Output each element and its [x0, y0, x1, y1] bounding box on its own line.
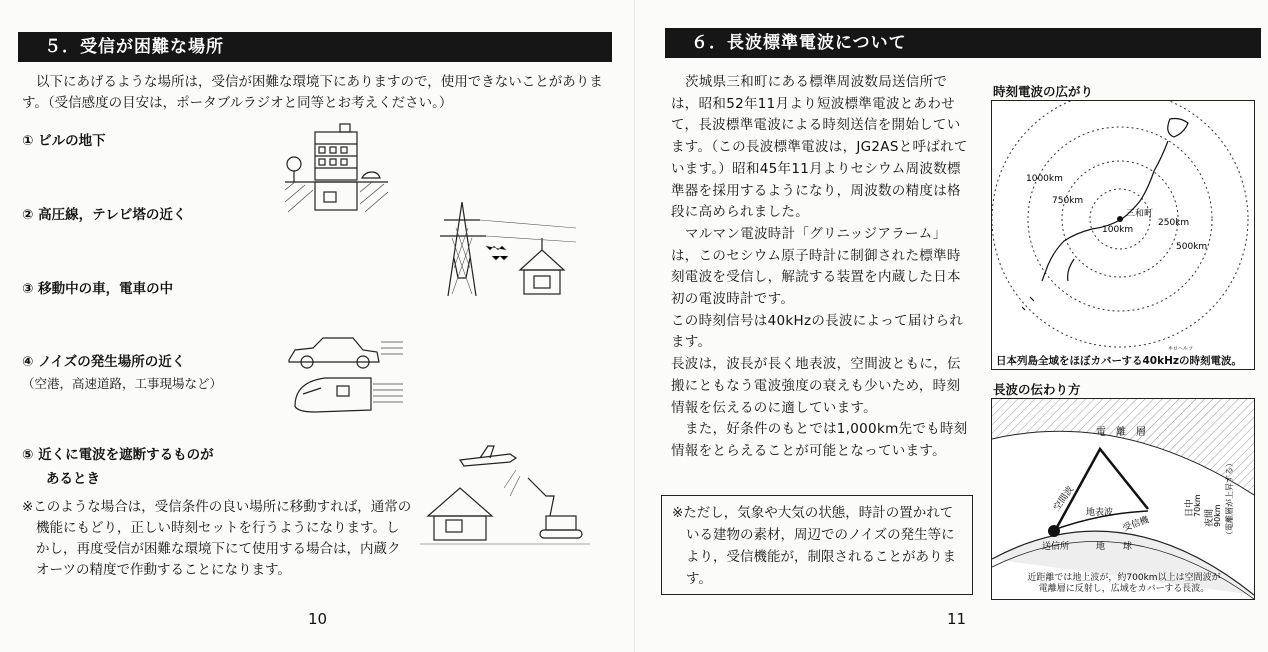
body-paragraph: この時刻信号は40kHzの長波によって届けられます。: [671, 312, 964, 351]
longwave-body: [671, 72, 971, 463]
body-paragraph: 茨城県三和町にある標準周波数局送信所では，昭和52年11月より短波標準電波とあわせて，長波標準電波による時刻送信を開始しています。（この長波標準電波は，JG2ASと呼ばれています。）昭和45年11月よりセシウム周波数標準器を採用するようになり，周波数の精度は格段に高められました。: [671, 74, 968, 221]
section-heading-6: [665, 28, 1261, 58]
reception-note: ※このような場合は，受信条件の良い場所に移動すれば，通常の機能にもどり，正しい時刻セットを行うようになります。しかし，再度受信が困難な環境下にて使用する場合は，内蔵クオーツの精度で作動することになります。: [22, 499, 412, 578]
airplane-construction-illustration: [420, 440, 590, 550]
label-ionosphere: 電 離 層: [1096, 427, 1146, 438]
page-number-right: 11: [947, 610, 967, 628]
label-ionosphere-rises: （電離層が上昇する）: [1225, 459, 1234, 539]
car-train-illustration: [285, 328, 405, 428]
right-page: [634, 0, 1268, 652]
coverage-rings-svg: [992, 101, 1254, 369]
label-earth: 地 球: [1096, 542, 1133, 552]
label-day-height: 70km: [1193, 494, 1202, 517]
ring-label-750km: 750km: [1052, 196, 1084, 206]
body-paragraph: 長波は，波長が長く地表波，空間波ともに，伝搬にともなう電波強度の衰えも少いため，時刻情報を伝えるのに適しています。: [671, 356, 961, 416]
tv-tower-illustration: [430, 198, 580, 310]
ring-label-250km: 250km: [1158, 218, 1190, 228]
fig1-title: 時刻電波の広がり: [993, 84, 1094, 99]
body-paragraph: マルマン電波時計「グリニッジアラーム」は，このセシウム原子時計に制御された標準時刻電波を受信し，解読する装置を内蔵した日本初の電波時計です。: [671, 225, 961, 308]
reception-limit-note: ※ただし，気象や大気の状態，時計の置かれている建物の素材，周辺でのノイズの発生等により，受信機能が，制限されることがあります。: [661, 495, 973, 595]
propagation-diagram: [991, 398, 1255, 600]
item-noise-examples: （空港，高速道路，工事現場など）: [22, 376, 223, 391]
section-heading-text: ６．長波標準電波について: [691, 33, 907, 53]
item-moving-vehicle: ③ 移動中の車，電車の中: [22, 281, 174, 297]
item-obstruction: ⑤ 近くに電波を遮断するものが あるとき: [22, 447, 214, 487]
item-basement: ① ビルの地下: [22, 133, 106, 149]
fig1-caption: 日本列島全域をほぼカバーする40kHzの時刻電波。: [996, 355, 1242, 367]
label-sky-wave: 空間波: [1052, 484, 1076, 513]
label-ground-wave: 地表波: [1086, 508, 1114, 518]
label-daytime: 日中: [1185, 498, 1195, 517]
section-heading-5: [18, 32, 612, 62]
ring-label-100km: 100km: [1102, 225, 1134, 235]
fig2-caption: 近距離では地上波が，約700km以上は空間波が 電離層に反射し，広域をカバーする長波。: [1027, 573, 1221, 594]
item-noise-source: ④ ノイズの発生場所の近く （空港，高速道路，工事現場など）: [22, 354, 223, 391]
ring-label-500km: 500km: [1176, 242, 1208, 252]
section-heading-text: ５．受信が困難な場所: [44, 37, 224, 57]
intro-paragraph: 以下にあげるような場所は，受信が困難な環境下にありますので，使用できないことがあります。（受信感度の目安は，ポータブルラジオと同等とお考えください。）: [22, 74, 603, 111]
item-power-lines: ② 高圧線，テレビ塔の近く: [22, 207, 187, 223]
label-receiver: 受信機: [1121, 515, 1151, 534]
fig2-title: 長波の伝わり方: [993, 382, 1081, 397]
propagation-svg: [992, 399, 1254, 599]
radio-coverage-map: [991, 100, 1255, 370]
label-night-height: 90km: [1213, 504, 1222, 527]
body-paragraph: また，好条件のもとでは1,000km先でも時刻情報をとらえることが可能となっています。: [671, 421, 968, 459]
ruby-kilohertz: キロヘルツ: [1168, 346, 1194, 352]
ring-label-1000km: 1000km: [1026, 174, 1063, 184]
label-transmitter: 送信所: [1042, 542, 1070, 552]
label-nighttime: 夜間: [1205, 508, 1215, 527]
place-label-sanwa: 三和町: [1126, 209, 1154, 219]
building-basement-illustration: [280, 120, 390, 220]
page-number-left: 10: [308, 610, 328, 628]
